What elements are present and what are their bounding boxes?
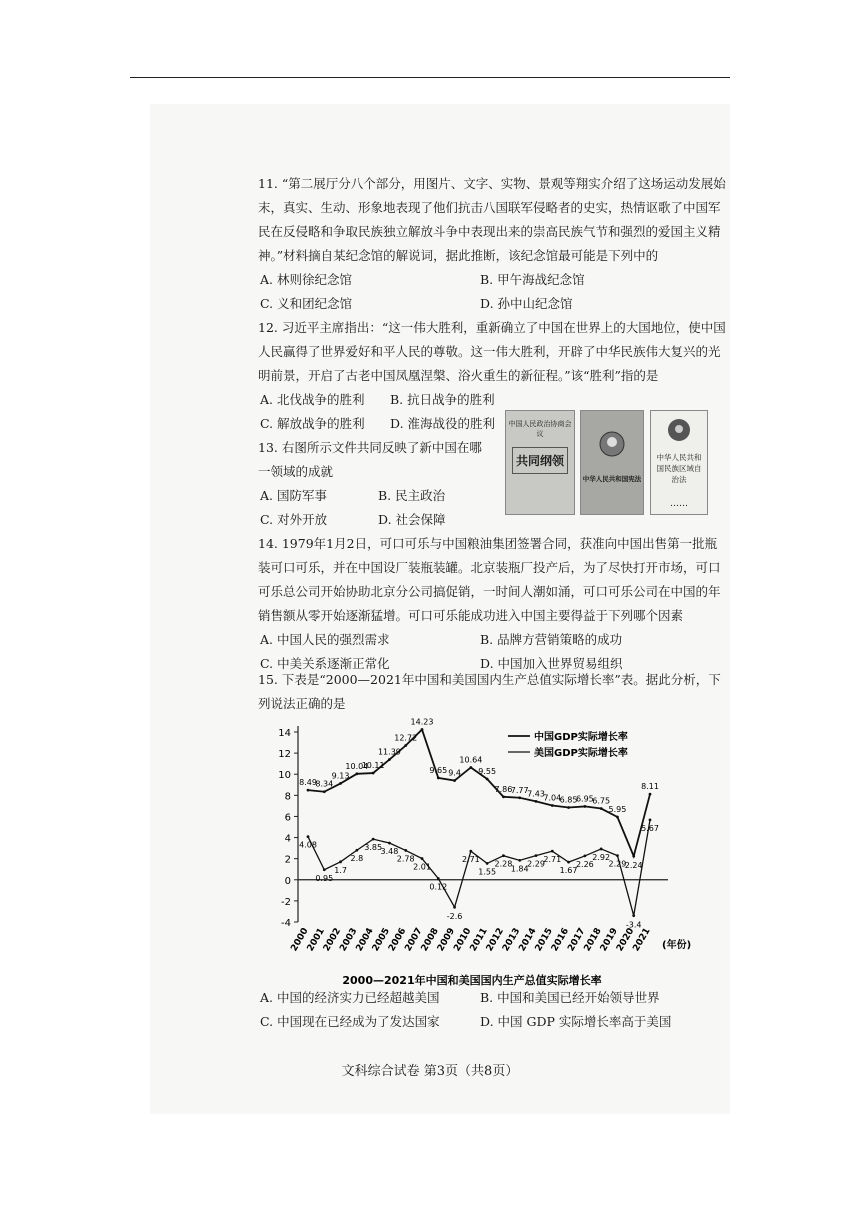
data-point xyxy=(355,849,358,852)
x-tick-label: 2016 xyxy=(549,926,572,954)
data-label: 5.95 xyxy=(608,804,627,814)
data-label: 1.67 xyxy=(559,866,578,876)
data-label: 2.92 xyxy=(592,852,611,862)
option-d[interactable]: D. 中国 GDP 实际增长率高于美国 xyxy=(480,1014,672,1029)
y-tick-label: 10 xyxy=(278,770,291,782)
data-label: 7.04 xyxy=(543,793,562,803)
data-point xyxy=(518,859,521,862)
data-point xyxy=(469,850,472,853)
data-point xyxy=(404,744,407,747)
y-tick-label: 2 xyxy=(284,854,291,866)
y-tick-label: 0 xyxy=(284,875,291,887)
doc1-caption: 中国人民政治协商会议 xyxy=(508,420,572,438)
data-point xyxy=(600,848,603,851)
data-label: 2.71 xyxy=(543,855,562,865)
option-a[interactable]: A. 中国的经济实力已经超越美国 xyxy=(260,990,440,1005)
data-point xyxy=(388,758,391,761)
option-d[interactable]: D. 孙中山纪念馆 xyxy=(480,296,573,311)
data-label: 7.43 xyxy=(527,789,545,799)
y-tick-label: 6 xyxy=(284,812,291,824)
data-point xyxy=(616,854,619,857)
data-label: 2.78 xyxy=(396,854,415,864)
data-label: 2.28 xyxy=(494,859,513,869)
data-point xyxy=(323,790,326,793)
data-label: 1.7 xyxy=(334,865,347,875)
data-point xyxy=(437,877,440,880)
data-point xyxy=(486,862,489,865)
data-point xyxy=(307,835,310,838)
x-tick-label: 2003 xyxy=(338,926,360,954)
x-tick-label: 2009 xyxy=(435,926,458,954)
document-image-common-program xyxy=(505,410,575,515)
data-label: 2.29 xyxy=(527,859,545,869)
data-point xyxy=(323,868,326,871)
question-13 xyxy=(258,436,494,532)
data-point xyxy=(339,782,342,785)
data-point xyxy=(502,854,505,857)
doc1-title: 共同纲领 xyxy=(512,447,568,474)
option-c[interactable]: C. 中美关系逐渐正常化 xyxy=(260,656,390,671)
data-label: 2.29 xyxy=(608,859,627,869)
data-point xyxy=(567,806,570,809)
x-tick-label: 2021 xyxy=(631,926,653,954)
x-tick-label: 2014 xyxy=(517,926,539,954)
data-label: 0.95 xyxy=(315,873,334,883)
data-point xyxy=(469,766,472,769)
x-tick-label: 2018 xyxy=(582,926,604,954)
data-point xyxy=(567,861,570,864)
data-label: 5.67 xyxy=(641,823,659,833)
chart-title: 2000—2021年中国和美国国内生产总值实际增长率 xyxy=(342,974,602,987)
option-d[interactable]: D. 社会保障 xyxy=(378,512,446,527)
data-point xyxy=(453,779,456,782)
data-label: 9.4 xyxy=(448,768,461,778)
data-point xyxy=(518,796,521,799)
x-tick-label: 2006 xyxy=(387,926,409,954)
data-label: 1.84 xyxy=(510,864,529,874)
y-tick-label: 8 xyxy=(284,791,291,803)
data-point xyxy=(421,857,424,860)
x-tick-label: 2000 xyxy=(289,926,311,954)
data-point xyxy=(355,772,358,775)
legend-entry: 美国GDP实际增长率 xyxy=(534,748,628,759)
data-label: 10.11 xyxy=(361,761,385,771)
header-rule xyxy=(130,77,730,78)
data-label: 3.85 xyxy=(364,843,383,853)
option-b[interactable]: B. 甲午海战纪念馆 xyxy=(480,272,585,287)
question-11 xyxy=(258,172,726,316)
y-tick-label: -4 xyxy=(281,918,291,929)
doc2-title: 中华人民共和国宪法 xyxy=(582,475,642,483)
option-d[interactable]: D. 中国加入世界贸易组织 xyxy=(480,656,623,671)
question-13-options xyxy=(260,484,494,532)
data-point xyxy=(502,795,505,798)
data-label: 12.72 xyxy=(394,733,418,743)
option-c[interactable]: C. 解放战争的胜利 xyxy=(260,416,365,431)
data-label: 0.12 xyxy=(429,882,448,892)
data-label: 2.71 xyxy=(461,855,480,865)
option-a[interactable]: A. 中国人民的强烈需求 xyxy=(260,632,390,647)
data-label: 8.49 xyxy=(299,778,317,788)
x-tick-label: 2008 xyxy=(419,926,441,954)
data-label: 11.39 xyxy=(377,747,401,757)
x-tick-label: 2015 xyxy=(533,926,555,954)
document-image-autonomy-law xyxy=(650,410,708,515)
document-image-constitution xyxy=(580,410,644,515)
x-tick-label: 2007 xyxy=(403,926,425,954)
x-tick-label: 2017 xyxy=(566,926,588,954)
data-label: 14.23 xyxy=(410,717,434,727)
data-point xyxy=(307,789,310,792)
data-label: 6.85 xyxy=(559,795,578,805)
data-label: 2.24 xyxy=(624,861,643,871)
data-point xyxy=(372,838,375,841)
question-15 xyxy=(258,668,726,716)
national-emblem-icon xyxy=(666,417,692,443)
question-11-options xyxy=(260,268,726,316)
page-footer: 文科综合试卷 第3页（共8页） xyxy=(341,1064,519,1079)
data-point xyxy=(616,816,619,819)
y-tick-label: 4 xyxy=(284,833,291,845)
question-14 xyxy=(258,532,726,676)
x-tick-label: 2020 xyxy=(615,926,637,954)
x-tick-label: 2002 xyxy=(321,926,344,954)
x-tick-label: 2004 xyxy=(354,926,376,954)
data-label: 6.75 xyxy=(592,796,611,806)
data-point xyxy=(535,854,538,857)
data-label: 4.08 xyxy=(299,840,317,850)
data-point xyxy=(600,807,603,810)
question-14-stem: 14. 1979年1月2日，可口可乐与中国粮油集团签署合同，获准向中国出售第一批瓶装可口可乐，并在中国设厂装瓶装罐。北京装瓶厂投产后，为了尽快打开市场，可口可乐总公司开始协助北京分公司搞促销，一时间人潮如涌，可口可乐公司在中国的年销售额从零开始逐渐猛增。可口可乐能成功进入中国主要得益于下列哪个因素 xyxy=(258,536,721,623)
x-tick-label: 2010 xyxy=(452,926,474,954)
data-point xyxy=(551,804,554,807)
question-15-options xyxy=(260,986,726,1034)
question-15-stem: 15. 下表是“2000—2021年中国和美国国内生产总值实际增长率”表。据此分析，下列说法正确的是 xyxy=(258,672,721,711)
x-tick-label: 2019 xyxy=(598,926,621,954)
option-b[interactable]: B. 中国和美国已经开始领导世界 xyxy=(480,990,660,1005)
option-a[interactable]: A. 国防军事 xyxy=(260,488,327,503)
data-point xyxy=(649,793,652,796)
data-label: 1.55 xyxy=(478,867,497,877)
option-d[interactable]: D. 淮海战役的胜利 xyxy=(390,416,496,431)
data-point xyxy=(632,855,635,858)
gdp-growth-line-chart xyxy=(262,717,692,990)
y-tick-label: 12 xyxy=(278,749,291,761)
data-point xyxy=(632,914,635,917)
data-label: 2.01 xyxy=(413,862,431,872)
data-point xyxy=(404,849,407,852)
data-label: -2.6 xyxy=(446,912,463,922)
option-b[interactable]: B. 民主政治 xyxy=(378,488,446,503)
data-point xyxy=(486,778,489,781)
data-point xyxy=(372,772,375,775)
data-point xyxy=(649,819,652,822)
data-point xyxy=(583,855,586,858)
option-c[interactable]: C. 义和团纪念馆 xyxy=(260,296,353,311)
question-11-stem: 11. “第二展厅分八个部分，用图片、文字、实物、景观等翔实介绍了这场运动发展始末，真实、生动、形象地表现了他们抗击八国联军侵略者的史实，热情讴歌了中国军民在反侵略和争取民族独立解放斗争中表现出来的崇高民族气节和强烈的爱国主义精神。”材料摘自某纪念馆的解说词，据此推断，该纪念馆最可能是下列中的 xyxy=(258,176,726,263)
legend-entry: 中国GDP实际增长率 xyxy=(534,732,628,743)
x-tick-label: 2011 xyxy=(468,926,490,954)
question-13-stem: 13. 右图所示文件共同反映了新中国在哪一领域的成就 xyxy=(258,440,482,479)
x-tick-label: 2005 xyxy=(370,926,393,954)
data-label: 7.77 xyxy=(510,785,529,795)
data-label: 10.04 xyxy=(345,761,369,771)
data-label: 8.11 xyxy=(641,782,659,792)
data-label: 7.86 xyxy=(494,784,513,794)
data-label: 10.64 xyxy=(459,755,483,765)
data-point xyxy=(551,850,554,853)
y-tick-label: 14 xyxy=(278,728,291,739)
data-label: 9.55 xyxy=(478,766,497,776)
x-tick-label: 2013 xyxy=(501,926,523,954)
data-point xyxy=(453,906,456,909)
data-point xyxy=(421,728,424,731)
data-point xyxy=(437,777,440,780)
data-label: 9.13 xyxy=(331,771,350,781)
option-b[interactable]: B. 品牌方营销策略的成功 xyxy=(480,632,623,647)
data-label: -3.4 xyxy=(625,920,642,930)
ellipsis-text: …… xyxy=(670,499,688,509)
x-axis-label: (年份) xyxy=(662,940,692,951)
question-15-options-block xyxy=(258,986,726,1034)
option-c[interactable]: C. 中国现在已经成为了发达国家 xyxy=(260,1014,440,1029)
x-tick-label: 2001 xyxy=(305,926,327,954)
option-a[interactable]: A. 林则徐纪念馆 xyxy=(260,272,352,287)
national-emblem-icon xyxy=(597,429,627,459)
data-label: 6.95 xyxy=(575,794,594,804)
data-label: 2.8 xyxy=(350,854,364,864)
data-point xyxy=(583,805,586,808)
doc3-title: 中华人民共和国民族区域自治法 xyxy=(656,453,702,484)
data-point xyxy=(339,860,342,863)
data-point xyxy=(388,842,391,845)
data-point xyxy=(535,800,538,803)
y-tick-label: -2 xyxy=(281,896,291,908)
option-a[interactable]: A. 北伐战争的胜利 xyxy=(260,392,365,407)
data-label: 3.48 xyxy=(380,847,399,857)
data-label: 8.34 xyxy=(315,779,334,789)
x-tick-label: 2012 xyxy=(484,926,507,954)
question-12-stem: 12. 习近平主席指出：“这一伟大胜利，重新确立了中国在世界上的大国地位，使中国人民赢得了世界爱好和平人民的尊敬。这一伟大胜利，开辟了中华民族伟大复兴的光明前景，开启了古老中国凤凰涅槃、浴火重生的新征程。”该“胜利”指的是 xyxy=(258,320,726,383)
option-b[interactable]: B. 抗日战争的胜利 xyxy=(390,392,495,407)
data-label: 9.65 xyxy=(429,765,448,775)
option-c[interactable]: C. 对外开放 xyxy=(260,512,328,527)
data-label: 2.26 xyxy=(575,859,594,869)
